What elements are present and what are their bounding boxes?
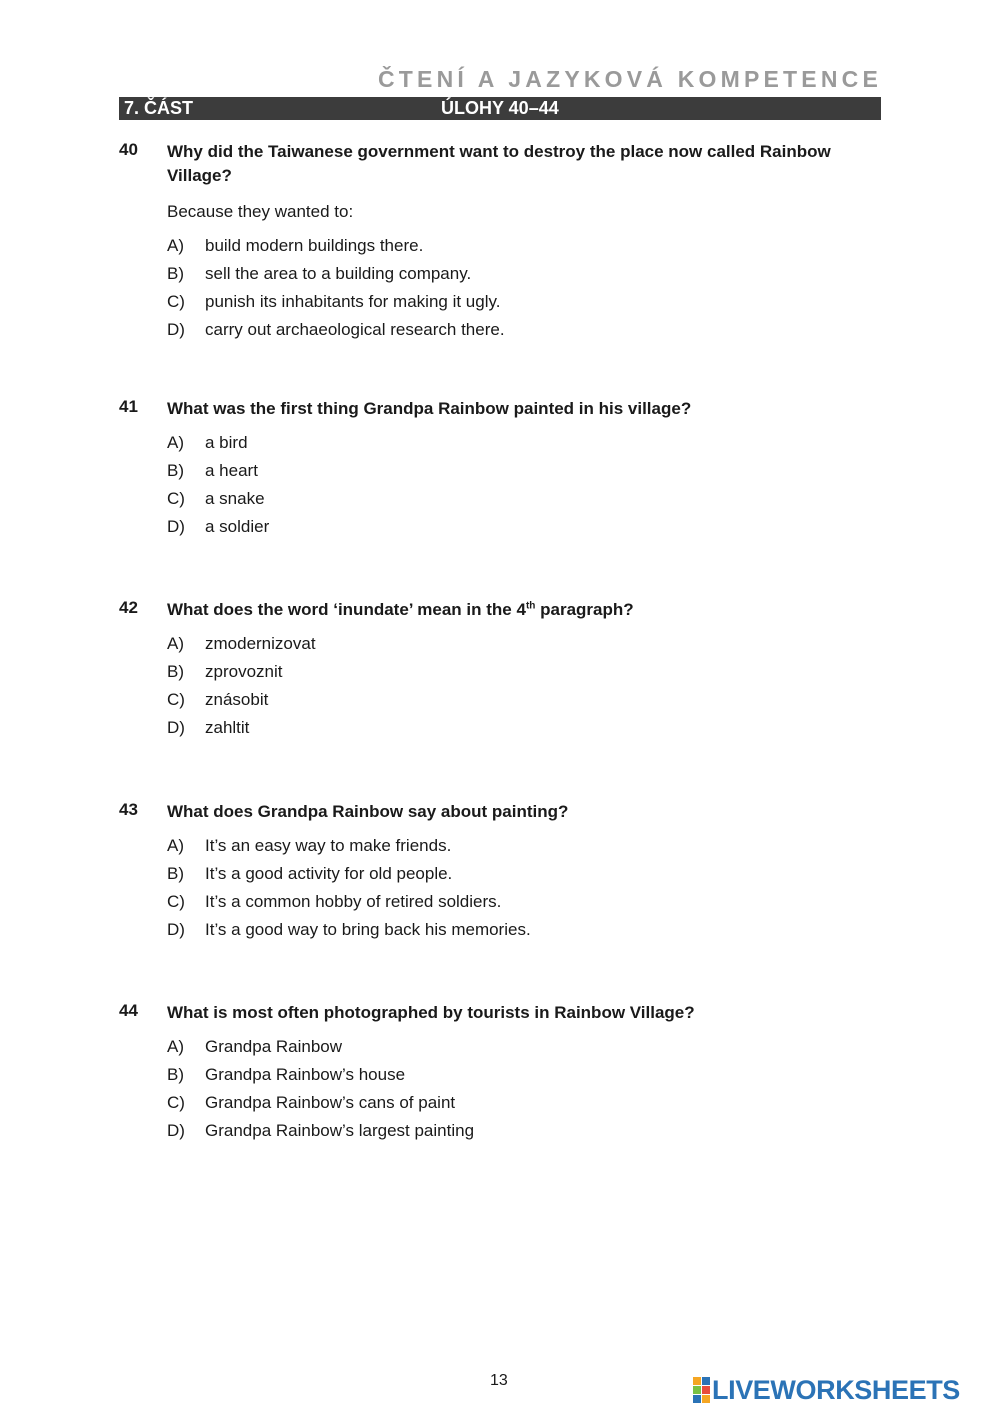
option-letter: B) bbox=[167, 264, 184, 283]
option-a[interactable] bbox=[167, 632, 889, 660]
part-label: 7. ČÁST bbox=[124, 98, 194, 118]
option-b[interactable] bbox=[167, 660, 889, 688]
option-letter: C) bbox=[167, 292, 185, 311]
option-a[interactable] bbox=[167, 431, 889, 459]
logo-grid-icon bbox=[693, 1377, 710, 1403]
options-list bbox=[167, 632, 889, 744]
option-text: It’s a good way to bring back his memories. bbox=[205, 920, 531, 939]
option-letter: D) bbox=[167, 1121, 185, 1140]
option-letter: D) bbox=[167, 718, 185, 737]
option-text: sell the area to a building company. bbox=[205, 264, 472, 283]
option-text: a bird bbox=[205, 433, 248, 452]
option-text: znásobit bbox=[205, 690, 269, 709]
option-text: Grandpa Rainbow’s largest painting bbox=[205, 1121, 475, 1140]
option-letter: B) bbox=[167, 662, 184, 681]
question-40 bbox=[119, 140, 889, 346]
option-d[interactable] bbox=[167, 716, 889, 744]
options-list bbox=[167, 1035, 889, 1147]
part-header-bar bbox=[119, 97, 881, 120]
option-text: Grandpa Rainbow bbox=[205, 1037, 343, 1056]
question-number: 44 bbox=[119, 1001, 138, 1020]
question-text-main: What does the word ‘inundate’ mean in the 4 bbox=[167, 600, 526, 619]
option-c[interactable] bbox=[167, 688, 889, 716]
options-list bbox=[167, 834, 889, 946]
option-letter: A) bbox=[167, 1037, 184, 1056]
logo-square bbox=[693, 1395, 701, 1403]
option-b[interactable] bbox=[167, 862, 889, 890]
option-letter: C) bbox=[167, 1093, 185, 1112]
option-text: It’s a good activity for old people. bbox=[205, 864, 453, 883]
option-d[interactable] bbox=[167, 318, 889, 346]
option-letter: C) bbox=[167, 690, 185, 709]
option-text: Grandpa Rainbow’s cans of paint bbox=[205, 1093, 456, 1112]
question-44 bbox=[119, 1001, 889, 1147]
logo-square bbox=[693, 1377, 701, 1385]
option-d[interactable] bbox=[167, 918, 889, 946]
option-b[interactable] bbox=[167, 262, 889, 290]
option-c[interactable] bbox=[167, 1091, 889, 1119]
option-d[interactable] bbox=[167, 515, 889, 543]
option-text: punish its inhabitants for making it ugly. bbox=[205, 292, 501, 311]
option-letter: A) bbox=[167, 836, 184, 855]
option-letter: D) bbox=[167, 320, 185, 339]
question-43 bbox=[119, 800, 889, 946]
logo-square bbox=[702, 1386, 710, 1394]
option-c[interactable] bbox=[167, 890, 889, 918]
logo-square bbox=[693, 1386, 701, 1394]
question-number: 41 bbox=[119, 397, 138, 416]
option-text: zmodernizovat bbox=[205, 634, 316, 653]
question-text: Why did the Taiwanese government want to destroy the place now called Rainbow Village? bbox=[167, 142, 831, 185]
option-text: carry out archaeological research there. bbox=[205, 320, 505, 339]
option-text: It’s an easy way to make friends. bbox=[205, 836, 452, 855]
option-text: a snake bbox=[205, 489, 265, 508]
question-number: 43 bbox=[119, 800, 138, 819]
option-a[interactable] bbox=[167, 1035, 889, 1063]
liveworksheets-logo[interactable] bbox=[693, 1375, 960, 1405]
option-letter: B) bbox=[167, 461, 184, 480]
option-text: build modern buildings there. bbox=[205, 236, 424, 255]
option-text: zahltit bbox=[205, 718, 250, 737]
option-text: a soldier bbox=[205, 517, 270, 536]
logo-square bbox=[702, 1395, 710, 1403]
question-41 bbox=[119, 397, 889, 543]
option-d[interactable] bbox=[167, 1119, 889, 1147]
option-letter: C) bbox=[167, 489, 185, 508]
option-c[interactable] bbox=[167, 487, 889, 515]
option-letter: D) bbox=[167, 517, 185, 536]
question-number: 40 bbox=[119, 140, 138, 159]
option-letter: D) bbox=[167, 920, 185, 939]
option-text: zprovoznit bbox=[205, 662, 283, 681]
options-list bbox=[167, 234, 889, 346]
option-letter: A) bbox=[167, 236, 184, 255]
question-text: What does Grandpa Rainbow say about painting? bbox=[167, 802, 569, 821]
question-text: What was the first thing Grandpa Rainbow painted in his village? bbox=[167, 399, 692, 418]
section-title: ČTENÍ A JAZYKOVÁ KOMPETENCE bbox=[377, 66, 882, 92]
question-text-end: paragraph? bbox=[535, 600, 634, 619]
question-text: What is most often photographed by tourists in Rainbow Village? bbox=[167, 1003, 695, 1022]
option-letter: B) bbox=[167, 1065, 184, 1084]
option-text: Grandpa Rainbow’s house bbox=[205, 1065, 406, 1084]
option-text: It’s a common hobby of retired soldiers. bbox=[205, 892, 502, 911]
question-text bbox=[167, 598, 889, 622]
question-42 bbox=[119, 598, 889, 744]
option-a[interactable] bbox=[167, 234, 889, 262]
question-number: 42 bbox=[119, 598, 138, 617]
option-a[interactable] bbox=[167, 834, 889, 862]
ordinal-suffix: th bbox=[525, 600, 536, 612]
page-number: 13 bbox=[490, 1372, 508, 1389]
option-b[interactable] bbox=[167, 459, 889, 487]
options-list bbox=[167, 431, 889, 543]
option-c[interactable] bbox=[167, 290, 889, 318]
tasks-label: ÚLOHY 40–44 bbox=[441, 98, 559, 118]
option-b[interactable] bbox=[167, 1063, 889, 1091]
option-letter: C) bbox=[167, 892, 185, 911]
brand-name: LIVEWORKSHEETS bbox=[712, 1374, 960, 1405]
option-letter: A) bbox=[167, 634, 184, 653]
option-letter: A) bbox=[167, 433, 184, 452]
logo-square bbox=[702, 1377, 710, 1385]
option-letter: B) bbox=[167, 864, 184, 883]
option-text: a heart bbox=[205, 461, 258, 480]
question-intro: Because they wanted to: bbox=[167, 202, 354, 221]
